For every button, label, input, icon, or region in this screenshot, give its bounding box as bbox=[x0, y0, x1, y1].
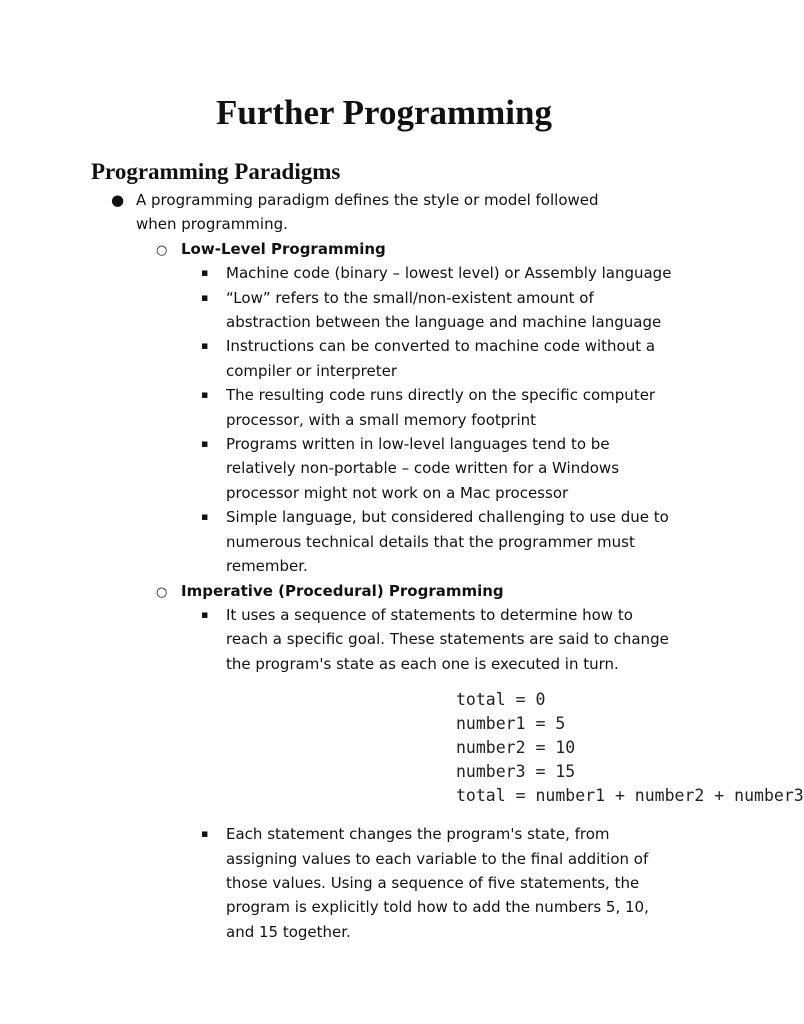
square-bullet-icon: ▪ bbox=[201, 266, 209, 280]
code-line: total = 0 bbox=[456, 690, 546, 710]
point-text: Programs written in low-level languages tend to be relatively non-portable – code written for a Windows processor might not work on a Mac processor bbox=[226, 435, 620, 502]
point-text: Instructions can be converted to machine code without a compiler or interpreter bbox=[226, 337, 656, 380]
code-line: number3 = 15 bbox=[456, 762, 576, 782]
intro-text: A programming paradigm defines the style or model followed when programming. bbox=[136, 191, 599, 234]
code-example bbox=[456, 688, 804, 808]
square-bullet-icon: ▪ bbox=[201, 290, 209, 304]
circle-bullet-icon: ○ bbox=[156, 584, 168, 600]
section-heading: Programming Paradigms bbox=[91, 159, 341, 184]
list-item bbox=[0, 383, 676, 432]
list-item bbox=[0, 579, 804, 945]
square-bullet-icon: ▪ bbox=[201, 510, 209, 524]
list-item bbox=[0, 286, 676, 335]
point-text: “Low” refers to the small/non-existent amount of abstraction between the language and machine language bbox=[226, 288, 662, 332]
code-line: number2 = 10 bbox=[456, 738, 576, 758]
subsection-heading: Imperative (Procedural) Programming bbox=[181, 581, 504, 600]
square-bullet-icon: ▪ bbox=[201, 388, 209, 402]
page-title: Further Programming bbox=[215, 93, 552, 132]
point-text: It uses a sequence of statements to determine how to reach a specific goal. These statements are said to change the program's state as each one is executed in turn. bbox=[226, 605, 669, 673]
list-item bbox=[0, 432, 676, 505]
top-level-list bbox=[0, 188, 804, 944]
document-body bbox=[0, 188, 804, 944]
square-bullet-icon: ▪ bbox=[201, 607, 209, 621]
list-item bbox=[0, 237, 681, 579]
point-text: The resulting code runs directly on the specific computer processor, with a small memory footprint bbox=[226, 386, 656, 429]
code-line: total = number1 + number2 + number3 bbox=[456, 786, 804, 806]
circle-bullet-icon: ○ bbox=[156, 242, 168, 258]
list-item bbox=[0, 603, 804, 808]
list-item bbox=[0, 822, 676, 944]
point-text: Simple language, but considered challenging to use due to numerous technical details that the programmer must remember. bbox=[226, 508, 669, 576]
paradigm-list bbox=[136, 237, 804, 944]
square-bullet-icon: ▪ bbox=[201, 827, 209, 841]
square-bullet-icon: ▪ bbox=[201, 339, 209, 353]
square-bullet-icon: ▪ bbox=[201, 437, 209, 451]
list-item bbox=[0, 505, 676, 578]
low-level-points bbox=[181, 261, 681, 578]
list-item bbox=[0, 334, 676, 383]
code-line: number1 = 5 bbox=[456, 714, 566, 734]
disc-bullet-icon: ● bbox=[111, 191, 125, 209]
list-item bbox=[0, 261, 676, 285]
point-text: Machine code (binary – lowest level) or Assembly language bbox=[226, 264, 672, 283]
list-item bbox=[0, 188, 804, 944]
imperative-points bbox=[181, 603, 804, 944]
subsection-heading: Low-Level Programming bbox=[181, 239, 386, 258]
point-text: Each statement changes the program's state, from assigning values to each variable to the final addition of those values. Using a sequence of five statements, the program is explicitly told how to add the numbers 5, 10, and 15 together. bbox=[226, 825, 649, 941]
